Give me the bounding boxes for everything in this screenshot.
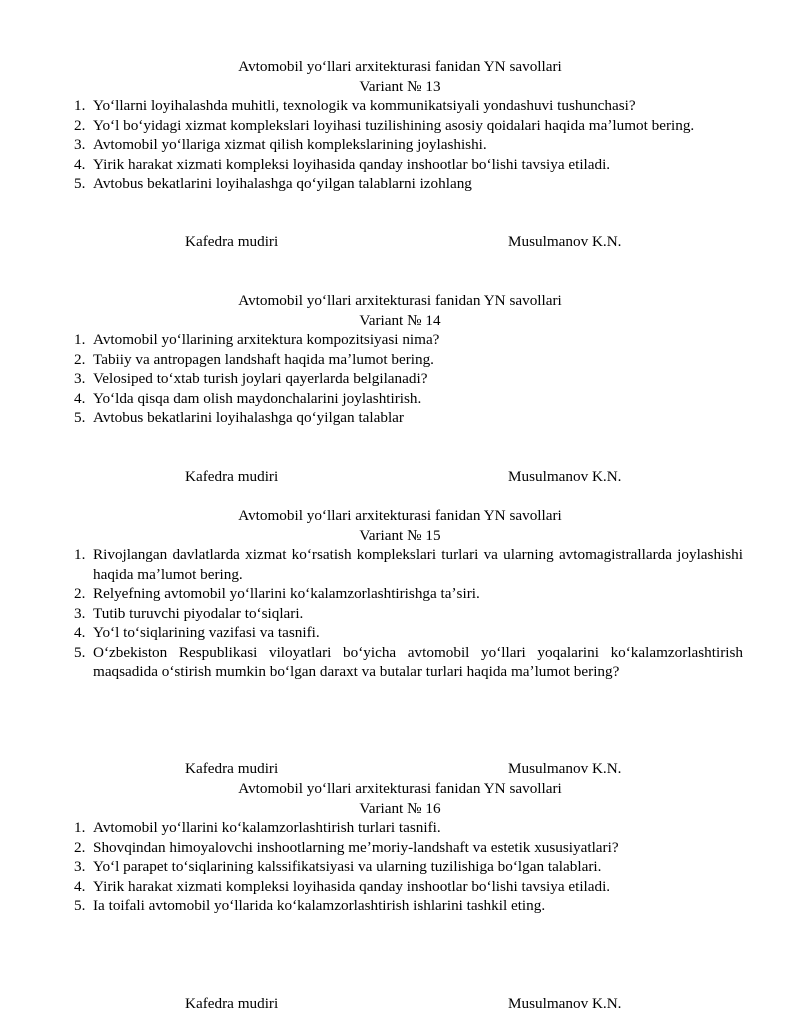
question-text: Oʻzbekiston Respublikasi viloyatlari boʻyicha avtomobil yoʻllari yoqalarini koʻkalamzorlashtirish maqsadida oʻstirish mumkin boʻlgan daraxt va butalar turlari haqida maʼlumot bering? bbox=[93, 643, 743, 680]
question-text: Tabiiy va antropagen landshaft haqida maʼlumot bering. bbox=[93, 350, 434, 368]
question-number: 3. bbox=[74, 370, 86, 387]
question-number: 2. bbox=[74, 350, 86, 368]
variant-block-13 bbox=[0, 57, 800, 194]
block-title: Avtomobil yoʻllari arxitekturasi fanidan YN savollari bbox=[238, 58, 562, 75]
question-item bbox=[74, 116, 743, 136]
question-number: 5. bbox=[74, 175, 86, 192]
question-item bbox=[74, 96, 743, 116]
question-item bbox=[74, 604, 743, 624]
variant-block-14 bbox=[0, 291, 800, 428]
question-number: 1. bbox=[74, 546, 86, 563]
question-text: Avtobus bekatlarini loyihalashga qoʻyilgan talablar bbox=[93, 409, 404, 426]
question-text: Yoʻllarni loyihalashda muhitli, texnologik va kommunikatsiyali yondashuvi tushunchasi? bbox=[93, 97, 636, 114]
signature-line bbox=[0, 994, 800, 1014]
question-item bbox=[74, 584, 743, 604]
question-item bbox=[74, 545, 743, 584]
question-item bbox=[74, 623, 743, 643]
question-text: Yoʻlda qisqa dam olish maydonchalarini joylashtirish. bbox=[93, 389, 422, 407]
question-item bbox=[74, 896, 743, 916]
signature-role: Kafedra mudiri bbox=[185, 233, 279, 250]
question-text: Yirik harakat xizmati kompleksi loyihasida qanday inshootlar boʻlishi tavsiya etiladi. bbox=[93, 877, 611, 895]
signature-role: Kafedra mudiri bbox=[185, 760, 279, 777]
question-number: 2. bbox=[74, 585, 86, 602]
block-title: Avtomobil yoʻllari arxitekturasi fanidan YN savollari bbox=[238, 292, 562, 309]
variant-block-15 bbox=[0, 506, 800, 682]
question-number: 2. bbox=[74, 838, 86, 856]
question-item bbox=[74, 369, 743, 389]
signature-role: Kafedra mudiri bbox=[185, 995, 279, 1012]
question-number: 4. bbox=[74, 624, 86, 641]
question-text: Shovqindan himoyalovchi inshootlarning meʼmoriy-landshaft va estetik xususiyatlari? bbox=[93, 838, 619, 856]
question-text: Yoʻl parapet toʻsiqlarining kalssifikatsiyasi va ularning tuzilishiga boʻlgan talablari. bbox=[93, 858, 602, 875]
question-text: Ia toifali avtomobil yoʻllarida koʻkalamzorlashtirish ishlarini tashkil eting. bbox=[93, 897, 546, 914]
question-item bbox=[74, 877, 743, 897]
question-number: 3. bbox=[74, 858, 86, 875]
signature-name: Musulmanov K.N. bbox=[508, 233, 622, 250]
question-text: Avtomobil yoʻllarining arxitektura kompozitsiyasi nima? bbox=[93, 331, 440, 348]
variant-number: Variant № 15 bbox=[359, 526, 441, 544]
question-text: Avtobus bekatlarini loyihalashga qoʻyilgan talablarni izohlang bbox=[93, 175, 472, 192]
variant-number: Variant № 13 bbox=[359, 77, 441, 95]
question-item bbox=[74, 643, 743, 682]
question-number: 5. bbox=[74, 897, 86, 914]
question-list bbox=[0, 818, 800, 916]
question-item bbox=[74, 818, 743, 838]
signature-line bbox=[0, 467, 800, 487]
signature-role: Kafedra mudiri bbox=[185, 468, 279, 485]
question-item bbox=[74, 174, 743, 194]
block-title: Avtomobil yoʻllari arxitekturasi fanidan YN savollari bbox=[238, 780, 562, 797]
question-number: 2. bbox=[74, 116, 86, 134]
question-number: 1. bbox=[74, 97, 86, 114]
question-item bbox=[74, 350, 743, 370]
question-number: 4. bbox=[74, 389, 86, 407]
question-list bbox=[0, 545, 800, 682]
question-text: Relyefning avtomobil yoʻllarini koʻkalamzorlashtirishga taʼsiri. bbox=[93, 585, 480, 602]
variant-number: Variant № 14 bbox=[359, 311, 441, 329]
question-number: 3. bbox=[74, 604, 86, 622]
variant-block-16 bbox=[0, 779, 800, 916]
signature-line bbox=[0, 232, 800, 252]
question-text: Rivojlangan davlatlarda xizmat koʻrsatish komplekslari turlari va ularning avtomagistrallarda joylashishi haqida maʼlumot bering. bbox=[93, 546, 743, 583]
signature-name: Musulmanov K.N. bbox=[508, 468, 622, 485]
question-number: 1. bbox=[74, 331, 86, 348]
question-text: Yirik harakat xizmati kompleksi loyihasida qanday inshootlar boʻlishi tavsiya etiladi. bbox=[93, 155, 611, 173]
question-number: 1. bbox=[74, 819, 86, 836]
question-number: 4. bbox=[74, 877, 86, 895]
question-number: 3. bbox=[74, 136, 86, 153]
question-list bbox=[0, 96, 800, 194]
question-text: Avtomobil yoʻllarini koʻkalamzorlashtirish turlari tasnifi. bbox=[93, 819, 441, 836]
question-number: 5. bbox=[74, 643, 86, 661]
question-text: Velosiped toʻxtab turish joylari qayerlarda belgilanadi? bbox=[93, 370, 428, 387]
question-number: 4. bbox=[74, 155, 86, 173]
question-text: Avtomobil yoʻllariga xizmat qilish komplekslarining joylashishi. bbox=[93, 136, 487, 153]
question-item bbox=[74, 330, 743, 350]
question-item bbox=[74, 389, 743, 409]
signature-name: Musulmanov K.N. bbox=[508, 995, 622, 1012]
question-item bbox=[74, 857, 743, 877]
block-title: Avtomobil yoʻllari arxitekturasi fanidan YN savollari bbox=[238, 507, 562, 524]
question-text: Yoʻl boʻyidagi xizmat komplekslari loyihasi tuzilishining asosiy qoidalari haqida maʼlumot bering. bbox=[93, 116, 695, 134]
question-number: 5. bbox=[74, 409, 86, 426]
question-list bbox=[0, 330, 800, 428]
question-item bbox=[74, 408, 743, 428]
question-item bbox=[74, 135, 743, 155]
question-item bbox=[74, 838, 743, 858]
variant-number: Variant № 16 bbox=[359, 799, 441, 817]
signature-name: Musulmanov K.N. bbox=[508, 760, 622, 777]
question-item bbox=[74, 155, 743, 175]
signature-line bbox=[0, 759, 800, 779]
question-text: Tutib turuvchi piyodalar toʻsiqlari. bbox=[93, 604, 304, 622]
question-text: Yoʻl toʻsiqlarining vazifasi va tasnifi. bbox=[93, 624, 320, 641]
